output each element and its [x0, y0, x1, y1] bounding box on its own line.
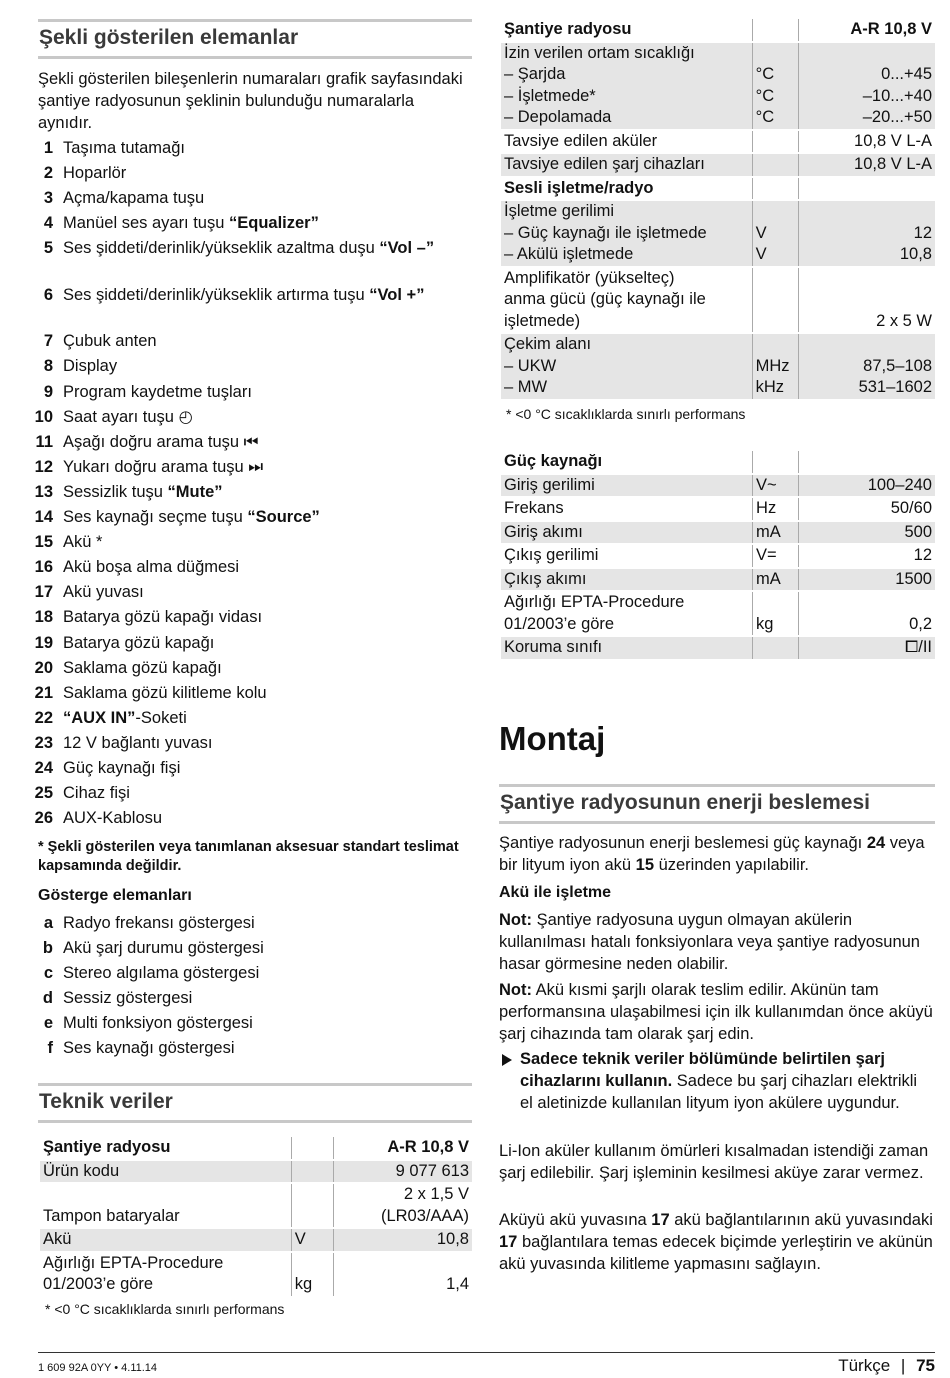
item-number: 12 — [34, 457, 53, 476]
row-value: 12 — [799, 544, 935, 568]
item-number: b — [42, 939, 53, 958]
row-unit: MHz kHz — [752, 333, 799, 399]
display-elements-title: Gösterge elemanları — [38, 887, 192, 904]
footer-language: Türkçe — [838, 1356, 891, 1375]
row-value: 10,8 V L-A — [799, 153, 935, 177]
list-item — [28, 137, 472, 162]
list-item — [28, 187, 472, 212]
section-title-components: Şekli gösterilen elemanlar — [38, 19, 472, 59]
header-label: Şantiye radyosu — [43, 1138, 171, 1156]
note-1: Not: Şantiye radyosuna uygun olmayan akülerin kullanılması hatalı fonksiyonlara veya şantiye radyosunun hasar görmesine neden olabilir. — [499, 911, 920, 973]
row-unit: V V — [752, 200, 799, 267]
item-text: Display — [63, 357, 118, 376]
row-value: 9 077 613 — [333, 1160, 472, 1184]
item-text: Ses şiddeti/derinlik/yükseklik azaltma duşu “Vol –” — [63, 239, 435, 258]
item-text: Taşıma tutamağı — [63, 139, 185, 157]
item-text: Saat ayarı tuşu ◴ — [63, 407, 193, 426]
list-item — [28, 406, 472, 431]
row-value: 1500 — [799, 568, 935, 592]
item-text: AUX-Kablosu — [63, 809, 163, 828]
table-row — [501, 177, 935, 201]
bullet-arrow-icon — [502, 1054, 512, 1066]
item-number: 9 — [43, 382, 53, 401]
item-text: Güç kaynağı fişi — [63, 758, 181, 777]
row-label: Ağırlığı EPTA-Procedure 01/2003’e göre — [40, 1252, 291, 1296]
table-row — [501, 544, 935, 568]
row-label: Giriş akımı — [501, 521, 753, 545]
item-text: Stereo algılama göstergesi — [63, 964, 260, 983]
item-number: 1 — [43, 139, 53, 157]
row-unit: V — [291, 1228, 333, 1252]
list-item — [28, 481, 472, 506]
item-text: Hoparlör — [63, 164, 127, 183]
item-number: 16 — [34, 558, 53, 577]
list-item — [28, 531, 472, 556]
item-text: Sessizlik tuşu “Mute” — [63, 482, 223, 501]
item-number: c — [43, 964, 53, 983]
item-text: Sessiz göstergesi — [63, 989, 193, 1008]
tech-data-note: * <0 °C sıcaklıklarda sınırlı performans — [45, 1301, 285, 1317]
row-label: Tampon bataryalar — [40, 1183, 291, 1228]
item-number: 14 — [34, 508, 53, 527]
item-number: 5 — [43, 239, 53, 258]
header-value — [799, 451, 935, 474]
item-text: Multi fonksiyon göstergesi — [63, 1014, 253, 1033]
row-label: Sesli işletme/radyo — [501, 177, 752, 201]
radio-spec-table — [501, 19, 935, 399]
table-row — [40, 1183, 472, 1228]
row-unit — [752, 267, 799, 334]
item-text: Akü * — [63, 533, 103, 552]
item-number: a — [43, 914, 53, 932]
row-value: 2 x 5 W — [799, 267, 935, 334]
list-item — [28, 987, 472, 1012]
list-item — [28, 937, 472, 962]
list-item — [28, 757, 472, 782]
list-item — [28, 912, 472, 937]
item-text: 12 V bağlantı yuvası — [63, 733, 213, 752]
item-text: Ses şiddeti/derinlik/yükseklik artırma tuşu “Vol +” — [63, 285, 425, 304]
list-item — [28, 237, 472, 284]
insert-battery-paragraph: Aküyü akü yuvasına 17 akü bağlantılarının akü yuvasındaki 17 bağlantılara temas edecek biçimde yerleştirin ve akünün akü yuvasında kilitleme yapmasını sağlayın. — [499, 1211, 933, 1273]
row-value: 10,8 V L-A — [799, 130, 935, 154]
row-unit — [291, 1183, 333, 1228]
table-row — [501, 521, 935, 545]
row-unit: mA — [753, 568, 799, 592]
header-unit — [291, 1137, 333, 1160]
table-header-row — [501, 19, 935, 42]
item-number: 26 — [34, 809, 53, 828]
list-item — [28, 606, 472, 631]
item-number: 10 — [34, 407, 53, 426]
row-unit: V~ — [753, 474, 799, 498]
row-label: Akü — [40, 1228, 291, 1252]
item-number: 20 — [34, 658, 53, 677]
row-value: 0...+45 –10...+40 –20...+50 — [799, 42, 935, 130]
row-label: Giriş gerilimi — [501, 474, 753, 498]
list-item — [28, 330, 472, 355]
row-value: 100–240 — [799, 474, 935, 498]
list-item — [28, 1037, 472, 1062]
components-list — [28, 137, 472, 832]
item-text: Saklama gözü kilitleme kolu — [63, 683, 267, 702]
row-value: 12 10,8 — [799, 200, 935, 267]
list-item — [28, 707, 472, 732]
list-item — [28, 807, 472, 832]
page-number: 75 — [916, 1356, 935, 1375]
list-item — [28, 632, 472, 657]
table-row — [501, 497, 935, 521]
table-row — [501, 474, 935, 498]
list-item — [28, 456, 472, 481]
table-row — [501, 153, 935, 177]
row-label: Ürün kodu — [40, 1160, 291, 1184]
list-item — [28, 506, 472, 531]
item-text: Saklama gözü kapağı — [63, 658, 222, 677]
row-label: İzin verilen ortam sıcaklığı – Şarjda – İşletmede* – Depolamada — [501, 42, 752, 130]
item-text: Radyo frekansı göstergesi — [63, 914, 255, 932]
item-number: 18 — [34, 608, 53, 627]
table-header-row — [40, 1137, 472, 1160]
row-unit: kg — [753, 591, 799, 636]
item-text: Batarya gözü kapağı vidası — [63, 608, 263, 627]
list-item — [28, 212, 472, 237]
list-item — [28, 162, 472, 187]
row-label: Çıkış gerilimi — [501, 544, 753, 568]
item-text: Akü yuvası — [63, 583, 144, 602]
list-item — [28, 431, 472, 456]
table-row — [501, 42, 935, 130]
header-value: A-R 10,8 V — [333, 1137, 472, 1160]
item-number: 4 — [43, 214, 53, 233]
table-row — [501, 636, 935, 659]
row-label: Koruma sınıfı — [501, 636, 753, 659]
item-text: Program kaydetme tuşları — [63, 382, 252, 401]
list-item — [28, 657, 472, 682]
li-ion-paragraph: Li-Ion aküler kullanım ömürleri kısalmadan istendiği zaman şarj edilebilir. Şarj işleminin kesilmesi aküye zarar vermez. — [499, 1142, 929, 1182]
table-row — [40, 1160, 472, 1184]
item-number: f — [47, 1039, 53, 1058]
list-item — [28, 556, 472, 581]
tech-data-table — [40, 1137, 472, 1296]
item-number: e — [43, 1014, 53, 1033]
table-row — [501, 333, 935, 399]
item-text: Aşağı doğru arama tuşu ⏮ — [63, 432, 259, 451]
footer-doc-code: 1 609 92A 0YY • 4.11.14 — [38, 1362, 158, 1374]
header-unit — [752, 19, 799, 42]
note-2: Not: Akü kısmi şarjlı olarak teslim edilir. Akünün tam performansına ulaşabilmesi için ilk kullanımdan önce aküyü şarj cihazında tam olarak şarj edin. — [499, 981, 933, 1043]
header-unit — [753, 451, 799, 474]
header-label: Şantiye radyosu — [504, 20, 632, 38]
item-text: Manüel ses ayarı tuşu “Equalizer” — [63, 214, 319, 233]
item-text: Yukarı doğru arama tuşu ⏭ — [63, 457, 264, 476]
list-item — [28, 581, 472, 606]
row-value: 10,8 — [333, 1228, 472, 1252]
list-item — [28, 381, 472, 406]
row-label: Çekim alanı – UKW – MW — [501, 333, 752, 399]
header-value: A-R 10,8 V — [799, 19, 935, 42]
item-text: Çubuk anten — [63, 332, 157, 351]
item-number: 17 — [34, 583, 53, 602]
item-text: Açma/kapama tuşu — [63, 189, 205, 208]
montaj-title: Montaj — [499, 720, 606, 757]
item-number: 25 — [34, 784, 53, 803]
row-unit — [753, 636, 799, 659]
item-number: 23 — [34, 733, 53, 752]
table-row — [501, 130, 935, 154]
table-row — [501, 267, 935, 334]
row-value: ⧠/II — [799, 636, 935, 659]
list-item — [28, 1012, 472, 1037]
row-value: 500 — [799, 521, 935, 545]
row-value: 50/60 — [799, 497, 935, 521]
row-value: 2 x 1,5 V (LR03/AAA) — [333, 1183, 472, 1228]
list-item — [28, 355, 472, 380]
header-label: Güç kaynağı — [504, 452, 603, 470]
table-row — [501, 568, 935, 592]
table-row — [40, 1228, 472, 1252]
row-value: 1,4 — [333, 1252, 472, 1296]
row-value — [799, 177, 935, 201]
item-text: Akü boşa alma düğmesi — [63, 558, 240, 577]
components-note: * Şekli gösterilen veya tanımlanan aksesuar standart teslimat kapsamında değildir. — [38, 839, 459, 874]
display-elements-list — [28, 912, 472, 1063]
row-unit — [752, 177, 799, 201]
row-unit: Hz — [753, 497, 799, 521]
item-number: 21 — [34, 683, 53, 702]
row-unit — [752, 153, 799, 177]
row-label: Tavsiye edilen şarj cihazları — [501, 153, 752, 177]
footer-separator: | — [900, 1356, 906, 1375]
list-item — [28, 284, 472, 331]
row-label: Frekans — [501, 497, 753, 521]
item-number: 6 — [43, 285, 53, 304]
row-value: 87,5–108 531–1602 — [799, 333, 935, 399]
item-number: 7 — [43, 332, 53, 351]
components-intro: Şekli gösterilen bileşenlerin numaraları grafik sayfasındaki şantiye radyosunun şeklinin bulunduğu numaralarla aynıdır. — [38, 70, 463, 132]
table-header-row — [501, 451, 935, 474]
row-label: Çıkış akımı — [501, 568, 753, 592]
list-item — [28, 962, 472, 987]
section-title-tech-data: Teknik veriler — [38, 1083, 472, 1123]
item-number: 15 — [34, 533, 53, 552]
charger-instruction: Sadece teknik veriler bölümünde belirtilen şarj cihazlarını kullanın. Sadece bu şarj cihazları elektrikli el aletinizde kullanılan lityum iyon akülere uygundur. — [520, 1050, 918, 1112]
item-number: 22 — [34, 708, 53, 727]
power-supply-table — [501, 451, 935, 659]
item-number: d — [42, 989, 53, 1008]
row-unit: mA — [753, 521, 799, 545]
radio-spec-note: * <0 °C sıcaklıklarda sınırlı performans — [506, 406, 746, 422]
row-unit — [291, 1160, 333, 1184]
item-number: 13 — [34, 482, 53, 501]
list-item — [28, 732, 472, 757]
row-unit: °C °C °C — [752, 42, 799, 130]
section-title-energy: Şantiye radyosunun enerji beslemesi — [499, 784, 935, 824]
item-text: Akü şarj durumu göstergesi — [63, 939, 264, 958]
battery-operation-title: Akü ile işletme — [499, 884, 612, 901]
item-number: 8 — [43, 357, 53, 376]
item-text: Ses kaynağı seçme tuşu “Source” — [63, 508, 320, 527]
item-number: 2 — [43, 164, 53, 183]
item-text: “AUX IN”-Soketi — [63, 708, 187, 727]
row-label: Ağırlığı EPTA-Procedure 01/2003’e göre — [501, 591, 753, 636]
row-label: Tavsiye edilen aküler — [501, 130, 752, 154]
item-number: 3 — [43, 189, 53, 208]
item-text: Batarya gözü kapağı — [63, 633, 215, 652]
item-text: Cihaz fişi — [63, 784, 130, 803]
list-item — [28, 782, 472, 807]
footer-page-info — [838, 1356, 935, 1376]
row-unit — [752, 130, 799, 154]
table-row — [40, 1252, 472, 1296]
list-item — [28, 682, 472, 707]
row-value: 0,2 — [799, 591, 935, 636]
table-row — [501, 591, 935, 636]
row-label: İşletme gerilimi – Güç kaynağı ile işletmede – Akülü işletmede — [501, 200, 752, 267]
item-number: 19 — [34, 633, 53, 652]
table-row — [501, 200, 935, 267]
row-label: Amplifikatör (yükselteç) anma gücü (güç kaynağı ile işletmede) — [501, 267, 752, 334]
item-text: Ses kaynağı göstergesi — [63, 1039, 235, 1058]
energy-intro: Şantiye radyosunun enerji beslemesi güç kaynağı 24 veya bir lityum iyon akü 15 üzerinden yapılabilir. — [499, 834, 925, 874]
footer-rule — [38, 1352, 935, 1353]
item-number: 11 — [35, 432, 53, 451]
item-number: 24 — [34, 758, 53, 777]
row-unit: V= — [753, 544, 799, 568]
row-unit: kg — [291, 1252, 333, 1296]
